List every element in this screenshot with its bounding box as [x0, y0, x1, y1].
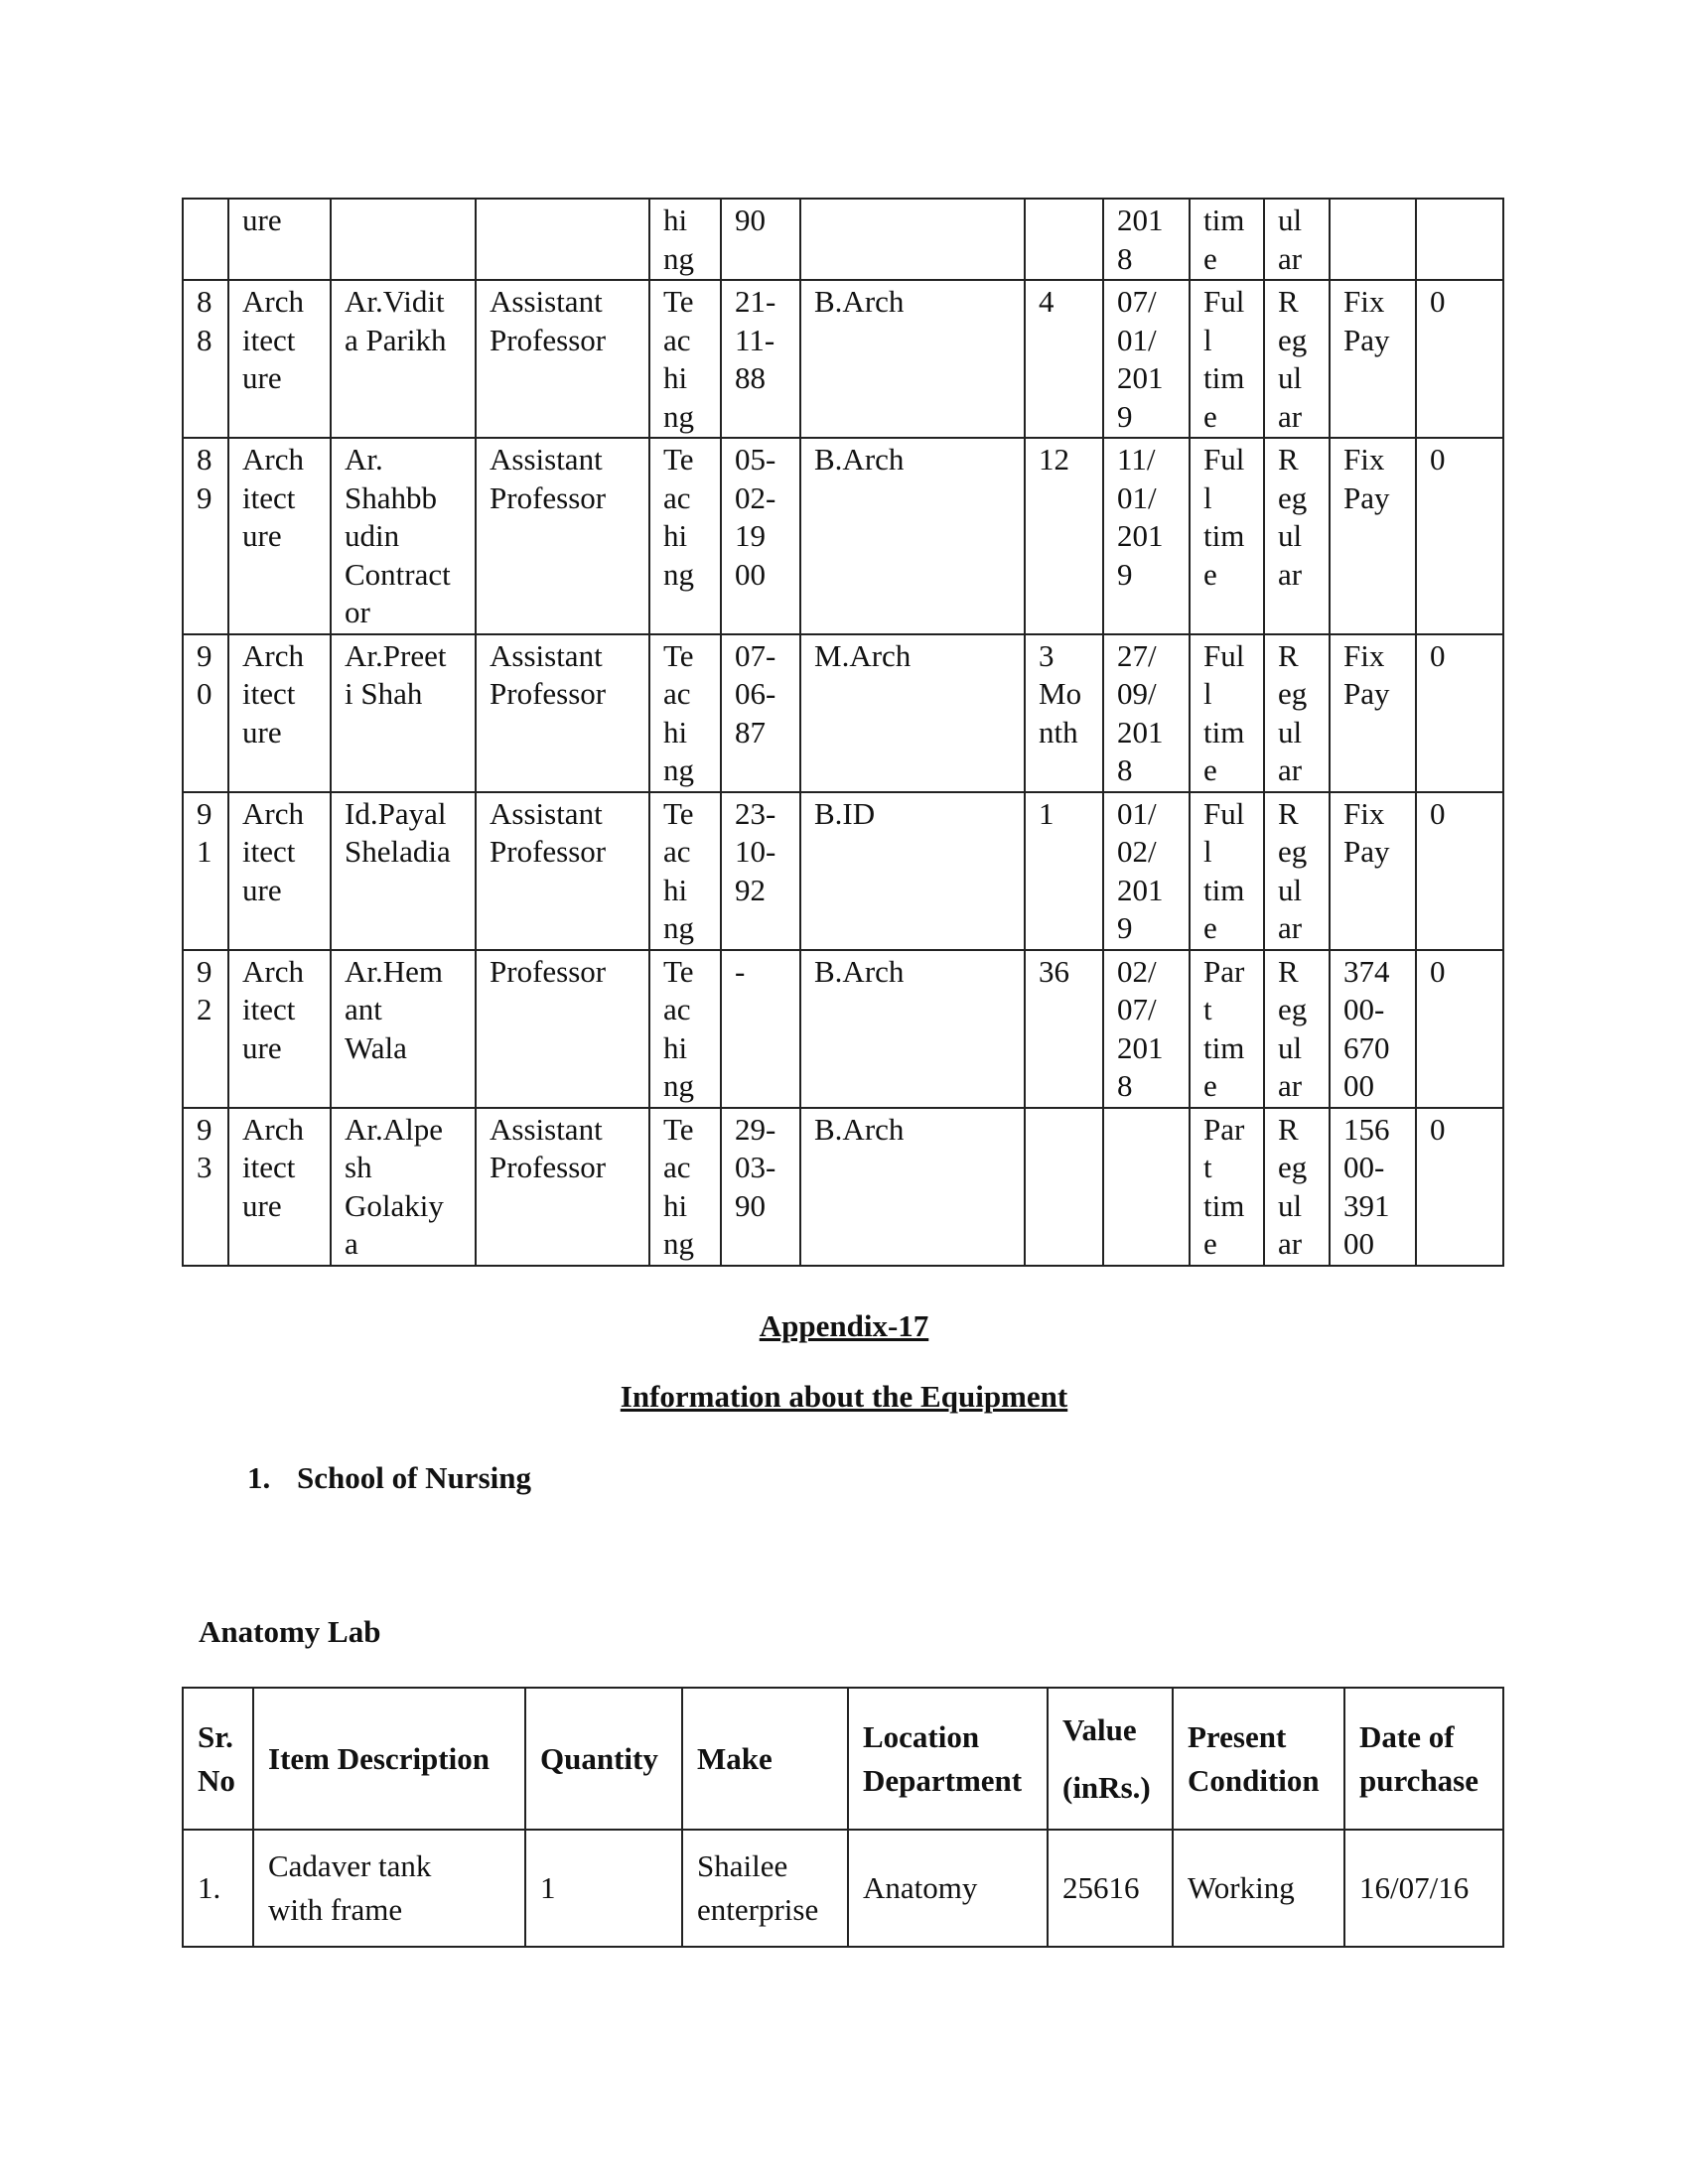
- table-cell: -: [721, 950, 800, 1108]
- cell-value: 25616: [1048, 1830, 1173, 1947]
- equipment-table: [182, 1687, 1504, 1948]
- table-cell: Arch itect ure: [228, 792, 331, 950]
- table-cell: 374 00- 670 00: [1330, 950, 1416, 1108]
- table-cell: Te ac hi ng: [649, 634, 721, 792]
- table-cell: Te ac hi ng: [649, 950, 721, 1108]
- table-cell: 1: [1025, 792, 1103, 950]
- table-cell: 0: [1416, 1108, 1503, 1266]
- table-cell: R eg ul ar: [1264, 792, 1330, 950]
- table-cell: Ar.Preet i Shah: [331, 634, 476, 792]
- cell-date-of-purchase: 16/07/16: [1344, 1830, 1503, 1947]
- table-cell: Assistant Professor: [476, 1108, 649, 1266]
- table-cell: 29- 03- 90: [721, 1108, 800, 1266]
- table-cell: [1103, 1108, 1190, 1266]
- table-cell: [800, 199, 1025, 280]
- table-cell: 07- 06- 87: [721, 634, 800, 792]
- table-cell: R eg ul ar: [1264, 634, 1330, 792]
- table-cell: 0: [1416, 280, 1503, 438]
- table-cell: Par t tim e: [1190, 950, 1264, 1108]
- table-cell: [183, 199, 228, 280]
- table-cell: R eg ul ar: [1264, 1108, 1330, 1266]
- table-cell: Assistant Professor: [476, 280, 649, 438]
- header-value-unit: (inRs.): [1062, 1769, 1151, 1805]
- header-date-of-purchase: Date of purchase: [1344, 1688, 1503, 1830]
- table-cell: Assistant Professor: [476, 792, 649, 950]
- table-cell: 9 0: [183, 634, 228, 792]
- table-cell: Assistant Professor: [476, 438, 649, 634]
- table-cell: 27/ 09/ 201 8: [1103, 634, 1190, 792]
- table-cell: 0: [1416, 634, 1503, 792]
- table-cell: 156 00- 391 00: [1330, 1108, 1416, 1266]
- table-cell: [476, 199, 649, 280]
- table-cell: Te ac hi ng: [649, 792, 721, 950]
- table-cell: hi ng: [649, 199, 721, 280]
- table-cell: 8 8: [183, 280, 228, 438]
- table-cell: [331, 199, 476, 280]
- table-cell: B.Arch: [800, 438, 1025, 634]
- table-cell: 3 Mo nth: [1025, 634, 1103, 792]
- table-cell: [1025, 199, 1103, 280]
- table-cell: 201 8: [1103, 199, 1190, 280]
- table-cell: 36: [1025, 950, 1103, 1108]
- cell-sr-no: 1.: [183, 1830, 253, 1947]
- table-cell: 01/ 02/ 201 9: [1103, 792, 1190, 950]
- table-row: [183, 634, 1503, 792]
- table-cell: 4: [1025, 280, 1103, 438]
- table-row: [183, 792, 1503, 950]
- table-cell: [1025, 1108, 1103, 1266]
- table-cell: Ar.Hem ant Wala: [331, 950, 476, 1108]
- table-cell: Ful l tim e: [1190, 634, 1264, 792]
- table-cell: Te ac hi ng: [649, 438, 721, 634]
- table-cell: 11/ 01/ 201 9: [1103, 438, 1190, 634]
- header-item-description: Item Description: [253, 1688, 525, 1830]
- table-cell: Arch itect ure: [228, 634, 331, 792]
- table-cell: B.Arch: [800, 950, 1025, 1108]
- table-cell: Ful l tim e: [1190, 792, 1264, 950]
- cell-item-description: Cadaver tank with frame: [253, 1830, 525, 1947]
- table-cell: 23- 10- 92: [721, 792, 800, 950]
- cell-location-department: Anatomy: [848, 1830, 1048, 1947]
- table-cell: Arch itect ure: [228, 1108, 331, 1266]
- table-cell: 90: [721, 199, 800, 280]
- table-cell: 0: [1416, 438, 1503, 634]
- table-cell: 9 3: [183, 1108, 228, 1266]
- header-make: Make: [682, 1688, 848, 1830]
- table-cell: Ar. Shahbb udin Contract or: [331, 438, 476, 634]
- table-cell: B.Arch: [800, 1108, 1025, 1266]
- lab-heading: Anatomy Lab: [199, 1614, 381, 1649]
- table-cell: Par t tim e: [1190, 1108, 1264, 1266]
- header-quantity: Quantity: [525, 1688, 682, 1830]
- table-cell: ul ar: [1264, 199, 1330, 280]
- table-cell: Fix Pay: [1330, 438, 1416, 634]
- table-cell: 05- 02- 19 00: [721, 438, 800, 634]
- table-cell: R eg ul ar: [1264, 950, 1330, 1108]
- equipment-title: Information about the Equipment: [620, 1379, 1068, 1414]
- table-row: [183, 280, 1503, 438]
- table-cell: Te ac hi ng: [649, 280, 721, 438]
- header-sr-no: Sr. No: [183, 1688, 253, 1830]
- header-location-department: Location Department: [848, 1688, 1048, 1830]
- table-cell: 0: [1416, 792, 1503, 950]
- table-row: [183, 438, 1503, 634]
- table-cell: 8 9: [183, 438, 228, 634]
- table-cell: Ful l tim e: [1190, 280, 1264, 438]
- table-row: [183, 1108, 1503, 1266]
- table-cell: Assistant Professor: [476, 634, 649, 792]
- section-heading: [247, 1460, 531, 1496]
- section-number: 1.: [247, 1460, 271, 1495]
- table-cell: Arch itect ure: [228, 280, 331, 438]
- table-cell: 9 2: [183, 950, 228, 1108]
- header-value: [1048, 1688, 1173, 1830]
- table-cell: Ar.Vidit a Parikh: [331, 280, 476, 438]
- table-cell: Fix Pay: [1330, 634, 1416, 792]
- table-cell: 0: [1416, 950, 1503, 1108]
- table-row: [183, 1830, 1503, 1947]
- header-value-label: Value: [1062, 1711, 1137, 1747]
- table-cell: 12: [1025, 438, 1103, 634]
- table-cell: [1416, 199, 1503, 280]
- table-cell: Fix Pay: [1330, 280, 1416, 438]
- cell-present-condition: Working: [1173, 1830, 1344, 1947]
- table-cell: [1330, 199, 1416, 280]
- table-cell: ure: [228, 199, 331, 280]
- table-cell: 9 1: [183, 792, 228, 950]
- table-cell: 21- 11- 88: [721, 280, 800, 438]
- table-cell: Id.Payal Sheladia: [331, 792, 476, 950]
- equipment-header-row: [183, 1688, 1503, 1830]
- table-cell: M.Arch: [800, 634, 1025, 792]
- table-cell: B.Arch: [800, 280, 1025, 438]
- table-cell: Professor: [476, 950, 649, 1108]
- table-cell: Te ac hi ng: [649, 1108, 721, 1266]
- table-cell: B.ID: [800, 792, 1025, 950]
- appendix-title: Appendix-17: [759, 1308, 929, 1343]
- table-cell: 07/ 01/ 201 9: [1103, 280, 1190, 438]
- table-cell: Arch itect ure: [228, 438, 331, 634]
- table-row: [183, 199, 1503, 280]
- table-cell: R eg ul ar: [1264, 438, 1330, 634]
- faculty-table: [182, 198, 1504, 1267]
- table-cell: Fix Pay: [1330, 792, 1416, 950]
- cell-make: Shailee enterprise: [682, 1830, 848, 1947]
- table-row: [183, 950, 1503, 1108]
- table-cell: R eg ul ar: [1264, 280, 1330, 438]
- table-cell: Ful l tim e: [1190, 438, 1264, 634]
- table-cell: tim e: [1190, 199, 1264, 280]
- cell-quantity: 1: [525, 1830, 682, 1947]
- table-cell: Ar.Alpe sh Golakiy a: [331, 1108, 476, 1266]
- table-cell: 02/ 07/ 201 8: [1103, 950, 1190, 1108]
- table-cell: Arch itect ure: [228, 950, 331, 1108]
- section-name: School of Nursing: [297, 1460, 531, 1495]
- header-present-condition: Present Condition: [1173, 1688, 1344, 1830]
